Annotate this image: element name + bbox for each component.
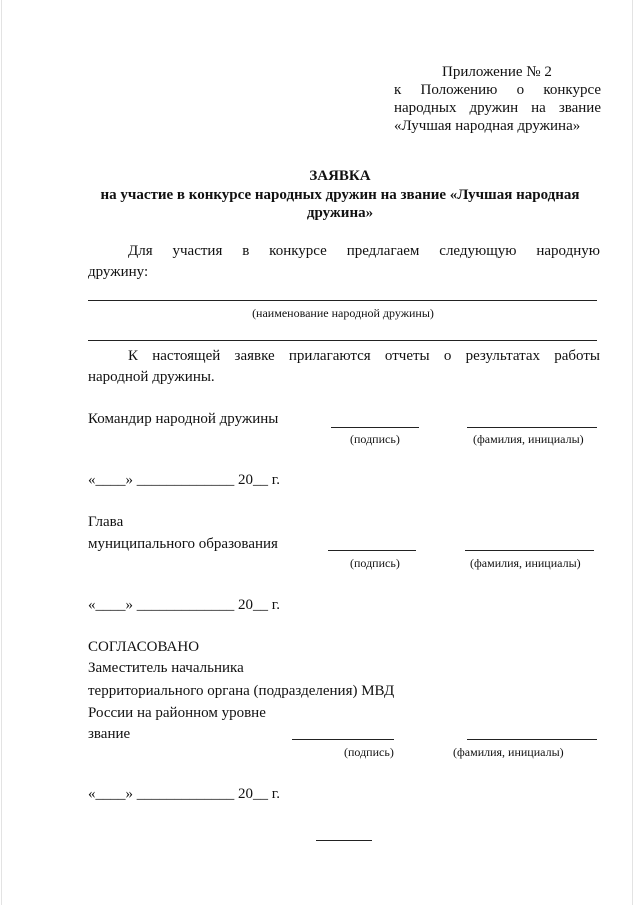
- head-label-line-1: Глава: [88, 514, 124, 530]
- commander-signature-caption: (подпись): [350, 432, 400, 446]
- document-subtitle-line-2: дружина»: [306, 205, 374, 221]
- appendix-line-2: народных дружин на звание: [394, 100, 601, 116]
- agreed-line-2: территориального органа (подразделения) МВД: [88, 683, 395, 699]
- appendix-line-1: к Положению о конкурсе: [394, 82, 601, 98]
- commander-signature-line: [331, 427, 419, 428]
- head-name-caption: (фамилия, инициалы): [470, 556, 581, 570]
- agreed-line-1: Заместитель начальника: [88, 660, 244, 676]
- document-subtitle-line-1: на участие в конкурсе народных дружин на звание «Лучшая народная: [100, 187, 580, 203]
- agreed-signature-line: [292, 739, 394, 740]
- head-date: «____» _____________ 20__ г.: [88, 597, 280, 613]
- scan-edge-right: [632, 0, 633, 905]
- head-label-line-2: муниципального образования: [88, 536, 278, 552]
- commander-date: «____» _____________ 20__ г.: [88, 472, 280, 488]
- intro-line-2: дружину:: [88, 264, 149, 280]
- head-name-line: [465, 550, 594, 551]
- squad-name-field-line-2: [88, 340, 597, 341]
- commander-name-caption: (фамилия, инициалы): [473, 432, 584, 446]
- appendix-title: Приложение № 2: [442, 64, 552, 80]
- attach-line-1: К настоящей заявке прилагаются отчеты о результатах работы: [128, 348, 600, 364]
- head-signature-caption: (подпись): [350, 556, 400, 570]
- agreed-name-caption: (фамилия, инициалы): [453, 745, 564, 759]
- intro-line-1: Для участия в конкурсе предлагаем следующую народную: [128, 243, 600, 259]
- agreed-title: СОГЛАСОВАНО: [88, 639, 200, 655]
- head-signature-line: [328, 550, 416, 551]
- end-of-document-line: [316, 840, 372, 841]
- attach-line-2: народной дружины.: [88, 369, 215, 385]
- commander-name-line: [467, 427, 597, 428]
- appendix-line-3: «Лучшая народная дружина»: [394, 118, 581, 134]
- commander-label: Командир народной дружины: [88, 411, 279, 427]
- agreed-line-4: звание: [88, 726, 131, 742]
- agreed-name-line: [467, 739, 597, 740]
- agreed-signature-caption: (подпись): [344, 745, 394, 759]
- agreed-line-3: России на районном уровне: [88, 705, 266, 721]
- document-title: ЗАЯВКА: [309, 168, 371, 184]
- agreed-date: «____» _____________ 20__ г.: [88, 786, 280, 802]
- scan-edge-left: [1, 0, 2, 905]
- squad-name-field-line: [88, 300, 597, 301]
- squad-name-caption: (наименование народной дружины): [252, 306, 434, 320]
